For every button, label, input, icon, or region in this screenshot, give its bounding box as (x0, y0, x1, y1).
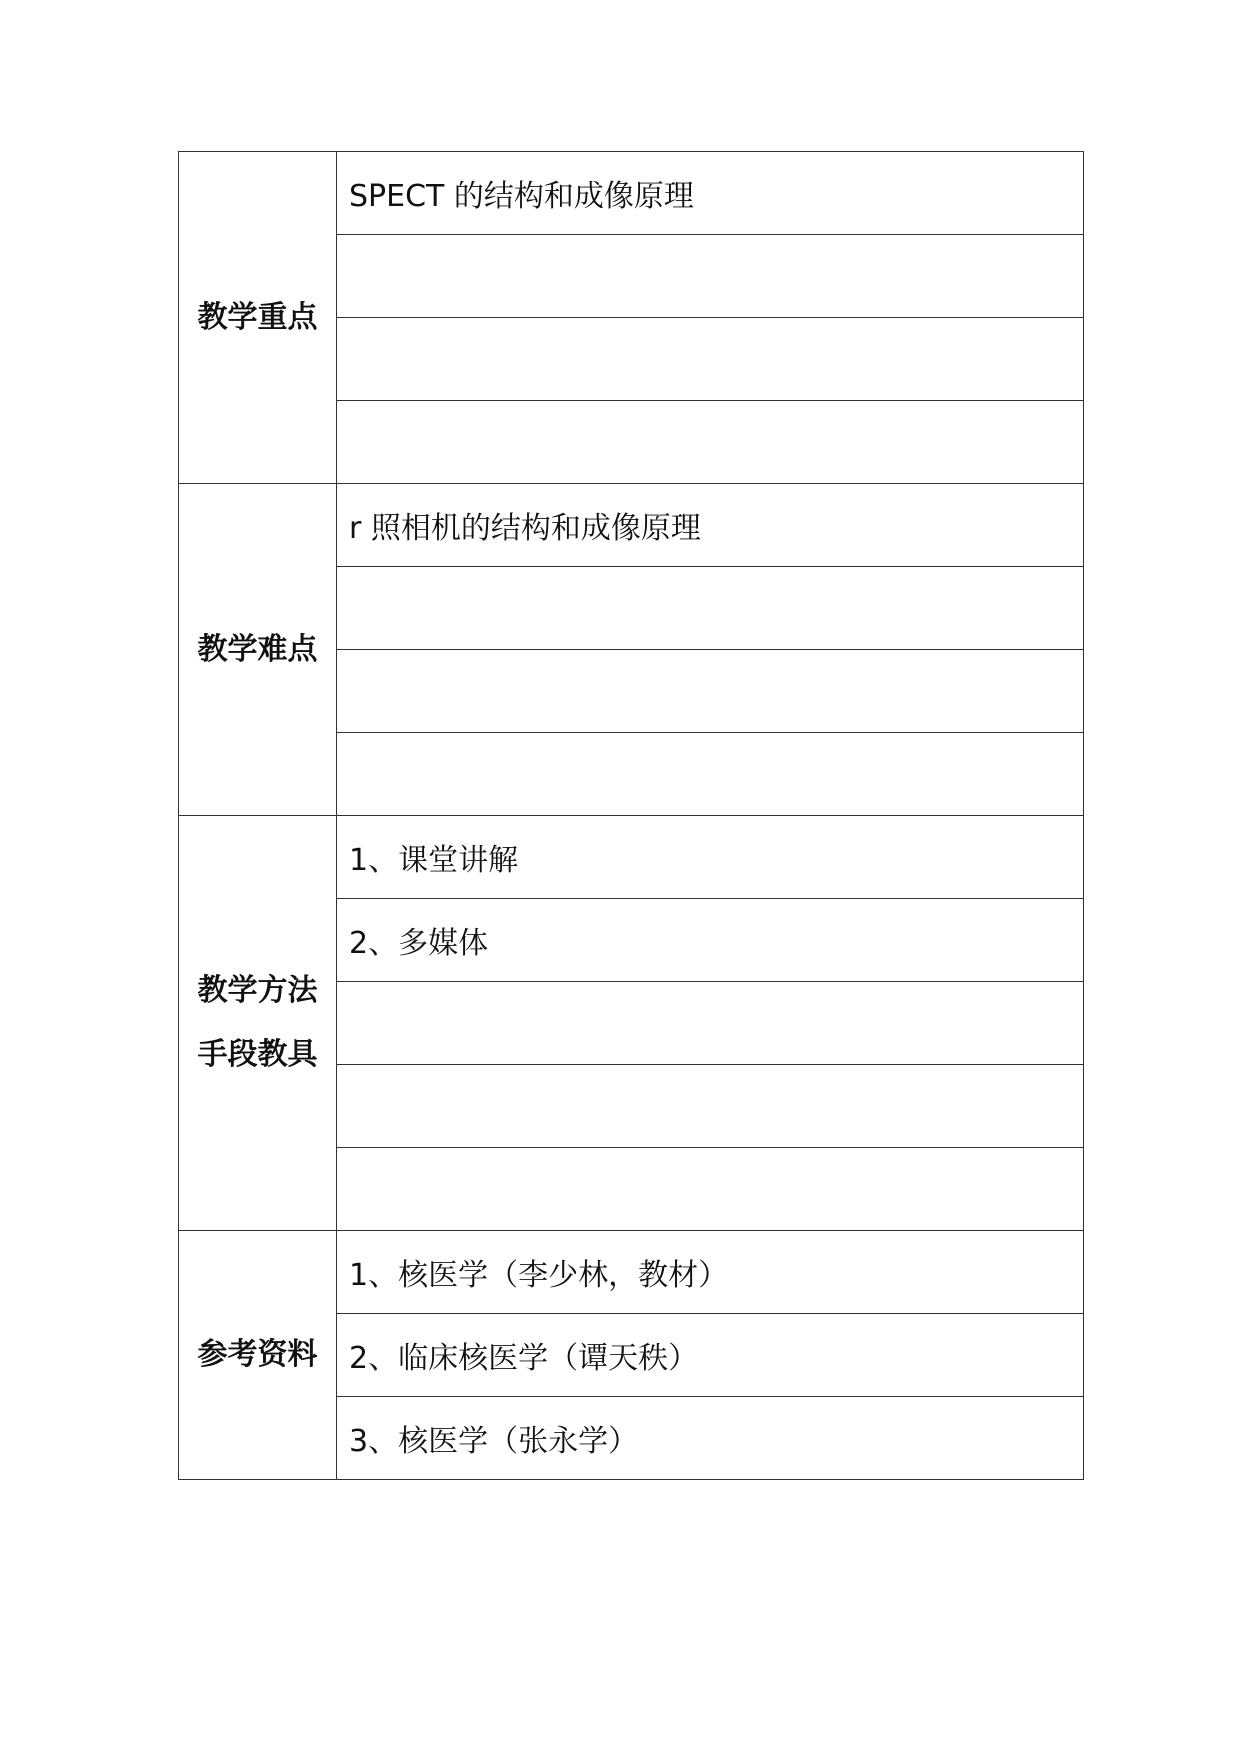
section-label-line: 教学重点 (197, 299, 318, 335)
content-cell: r 照相机的结构和成像原理 (337, 484, 1084, 567)
content-cell: 1、课堂讲解 (337, 816, 1084, 899)
lesson-plan-table (178, 151, 1084, 1480)
section-label-line: 手段教具 (197, 1037, 318, 1072)
section-label-teaching-methods (179, 816, 337, 1231)
section-label-line: 参考资料 (197, 1337, 318, 1372)
table-row (179, 1231, 1084, 1314)
section-label-teaching-focus (179, 152, 337, 484)
content-cell (337, 733, 1084, 816)
content-cell (337, 318, 1084, 401)
content-cell: 1、核医学（李少林，教材） (337, 1231, 1084, 1314)
content-cell (337, 567, 1084, 650)
table-row (179, 484, 1084, 567)
table-row (179, 816, 1084, 899)
content-cell (337, 650, 1084, 733)
content-cell: 2、临床核医学（谭天秩） (337, 1314, 1084, 1397)
section-label-teaching-difficulty (179, 484, 337, 816)
content-cell: 3、核医学（张永学） (337, 1397, 1084, 1480)
section-label-line: 教学方法 (197, 973, 318, 1008)
table-row (179, 152, 1084, 235)
content-cell (337, 401, 1084, 484)
section-label-line: 教学难点 (197, 631, 318, 667)
content-cell: 2、多媒体 (337, 899, 1084, 982)
content-cell (337, 1065, 1084, 1148)
section-label-references (179, 1231, 337, 1480)
content-cell: SPECT 的结构和成像原理 (337, 152, 1084, 235)
content-cell (337, 235, 1084, 318)
content-cell (337, 1148, 1084, 1231)
content-cell (337, 982, 1084, 1065)
